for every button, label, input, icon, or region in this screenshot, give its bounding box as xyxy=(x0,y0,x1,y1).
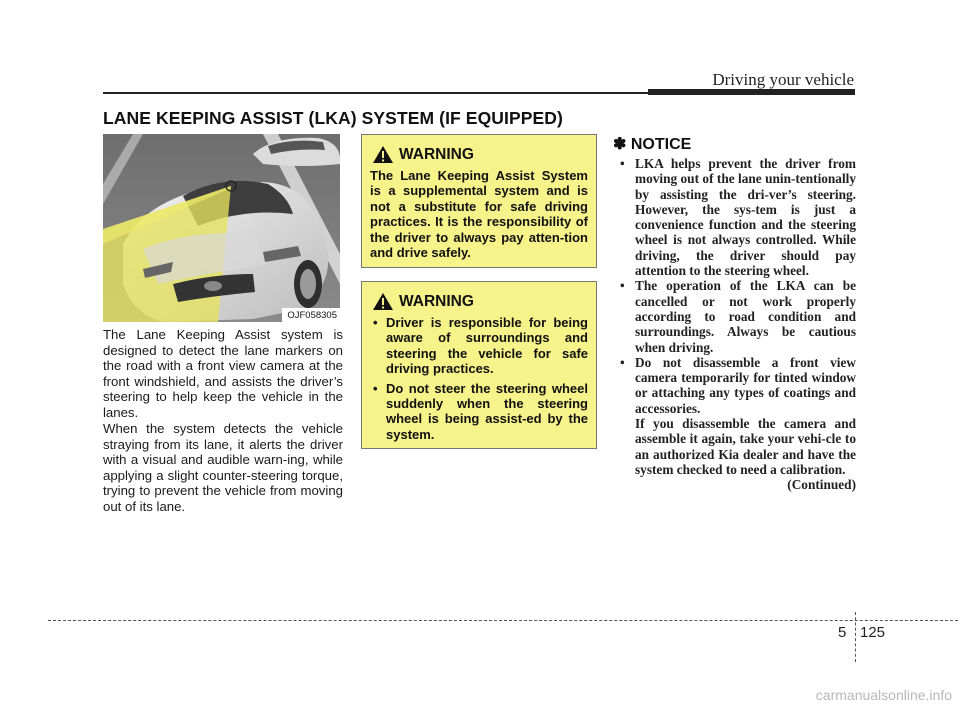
lka-illustration xyxy=(103,134,340,322)
notice-item: • The operation of the LKA can be cancelled or not work properly according to road condition and surroundings. Always be cautious when driving. xyxy=(613,278,856,354)
page-divider xyxy=(855,612,856,662)
notice-title: NOTICE xyxy=(630,136,692,153)
header-bar xyxy=(648,89,855,95)
warning-item: • Driver is responsible for being aware of surroundings and steering the vehicle for safe driving practices. xyxy=(370,315,588,377)
warning-title: WARNING xyxy=(399,145,474,163)
notice-list xyxy=(613,156,856,477)
watermark: carmanualsonline.info xyxy=(815,687,952,703)
chapter-number: 5 xyxy=(838,624,847,641)
notice-header xyxy=(613,134,856,154)
car-camera-illustration xyxy=(103,134,340,322)
footer-rule xyxy=(48,620,958,621)
notice-item-text: Do not disassemble a front view camera temporarily for tinted window or attaching any types of coatings and accessories. xyxy=(635,354,856,416)
figure-code: OJF058305 xyxy=(282,308,340,322)
notice-item-extra: If you disassemble the camera and assemble it again, take your vehi-cle to an authorized Kia dealer and have the system checked to need a calibration. xyxy=(635,416,856,477)
notice-item: • LKA helps prevent the driver from moving out of the lane unin-tentionally by assisting the dri-ver’s steering. However, the sys-tem is just a convenience function and the steering wheel is not always controlled. While driving, the driver should pay attention to the steering wheel. xyxy=(613,156,856,278)
warning-box-2 xyxy=(361,281,597,449)
notice-section xyxy=(613,134,856,493)
warning-header xyxy=(372,292,596,311)
chapter-title: Driving your vehicle xyxy=(712,70,854,89)
warning-item: • Do not steer the steering wheel suddenly when the steering wheel is being assist-ed by the system. xyxy=(370,381,588,443)
continued-label: (Continued) xyxy=(787,477,856,493)
alert-paragraph: When the system detects the vehicle straying from its lane, it alerts the driver with a visual and audible warn-ing, while applying a slight counter-steering torque, trying to prevent the vehicle from moving out of its lane. xyxy=(103,421,343,514)
warning-header xyxy=(372,145,596,164)
warning-title: WARNING xyxy=(399,292,474,310)
section-title: LANE KEEPING ASSIST (LKA) SYSTEM (IF EQUIPPED) xyxy=(103,108,563,128)
warning-triangle-icon xyxy=(372,145,394,164)
notice-symbol-icon: ✽ xyxy=(613,136,627,153)
page-number: 125 xyxy=(860,624,886,641)
warning-list xyxy=(370,315,588,442)
warning-box-1 xyxy=(361,134,597,268)
warning-triangle-icon xyxy=(372,292,394,311)
intro-paragraph: The Lane Keeping Assist system is designed to detect the lane markers on the road with a front view camera at the front windshield, and assists the driver’s steering to help keep the vehicle in the lanes. xyxy=(103,327,343,420)
notice-item xyxy=(613,355,856,477)
warning-body: The Lane Keeping Assist System is a supplemental system and is not a substitute for safe driving practices. It is the responsibility of the driver to always pay atten-tion and drive safely. xyxy=(370,168,588,261)
